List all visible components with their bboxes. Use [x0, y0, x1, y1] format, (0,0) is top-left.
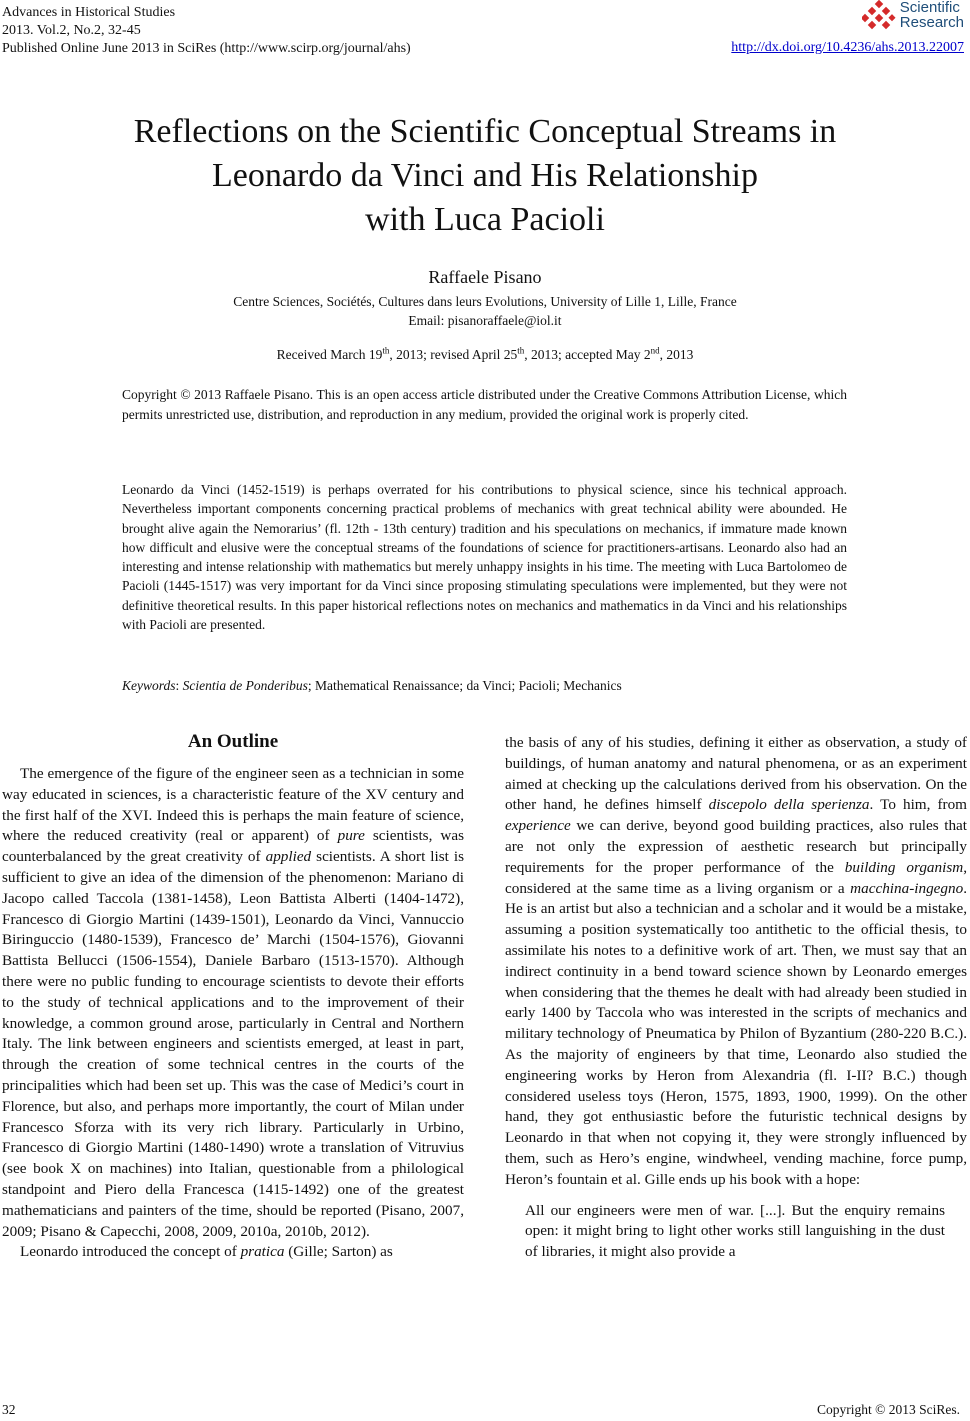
paper-title: [0, 110, 970, 242]
text-run: . He is an artist but also a technician and a scholar and it would be a mistake, assuming a position systematically too antithetic to the official thesis, to assimilate his notes to a definitive work of art. Then, we must say that an indirect continuity in a bend toward science shown by Leonardo emerges when considering that the themes he dealt with had already been studied in early 1400 by Taccola who was interested in the scripts of mechanics and military technology of Pneumatica by Philon of Byzantium (280-220 B.C.). As the majority of engineers by that time, Leonardo also studied the engineering works by Heron from Alexandria (fl. I-II? B.C.) though considered useless toys (Heron, 1575, 1893, 1900, 1999). On the other hand, they got enthusiastic before the futuristic technical designs by Leonardo in that when not copying it, they were strongly influenced by them, such as Hero’s engine, windwheel, vending machine, force pump, Heron’s fountain et al. Gille ends up his book with a hope:: [505, 879, 967, 1188]
italic-term: applied: [265, 848, 312, 866]
revised-text: , 2013; revised April 25: [389, 347, 518, 362]
block-quote: All our engineers were men of war. [...]. But the enquiry remains open: it might bring to light other works still languishing in the dust of libraries, it might also provide a: [525, 1201, 945, 1261]
italic-term: building organism: [844, 858, 964, 876]
logo-text-line1: Scientific: [899, 0, 960, 16]
text-run: , considered at the same time as a living organism or a: [505, 858, 967, 897]
received-dates: [0, 347, 970, 363]
text-run: Leonardo introduced the concept of: [20, 1243, 241, 1261]
right-column: [505, 733, 967, 1263]
scirp-logo: [862, 0, 964, 30]
footer-copyright: Copyright © 2013 SciRes.: [816, 1402, 960, 1417]
accepted-sup: nd: [650, 345, 660, 356]
text-run: . To him, from: [869, 796, 967, 814]
left-column: [2, 730, 464, 1263]
received-sup: th: [382, 345, 390, 356]
journal-published: Published Online June 2013 in SciRes (http://www.scirp.org/journal/ahs): [2, 41, 411, 56]
paragraph: [505, 733, 967, 1191]
paragraph: [2, 764, 464, 1242]
title-line-3: with Luca Pacioli: [365, 201, 605, 238]
abstract: Leonardo da Vinci (1452-1519) is perhaps overrated for his contributions to physical science, since his technical approach. Nevertheless important components concerning practical problems of mechanics with great technical ability were abounded. He brought alive again the Nemorarius’ (fl. 12th - 13th century) tradition and his speculations on mechanics, if immature made known how difficult and elusive were the conceptual streams of the foundations of science for practitioners-artisans. Leonardo also had an interesting and intense relationship with mathematics but merely unhappy insights in his time. The meeting with Luca Bartolomeo de Pacioli (1445-1517) was very important for da Vinci since proposing stimulating speculations were implemented, but they were not definitive theoretical results. In this paper historical reflections notes on mechanics and mathematics in da Vinci and his relationships with Pacioli are presented.: [122, 482, 847, 633]
text-run: the basis of any of his studies, defining it either as observation, a study of buildings, of human anatomy and natural phenomena, or as an experiment aimed at checking up the calculations derived from his observation. On the other hand, he defines himself: [505, 734, 967, 814]
italic-term: pratica: [240, 1243, 285, 1261]
logo-text-line2: Research: [899, 14, 964, 31]
copyright-notice: Copyright © 2013 Raffaele Pisano. This is an open access article distributed under the Creative Commons Attribution License, which permits unrestricted use, distribution, and reproduction in any medium, provided the original work is properly cited.: [122, 387, 847, 422]
title-line-1: Reflections on the Scientific Conceptual Streams in: [133, 113, 837, 150]
text-run: we can derive, beyond good building practices, also rules that are not only the expression of aesthetic research but principally requirements for the proper performance of the: [505, 817, 967, 876]
italic-term: macchina-ingegno: [850, 879, 964, 897]
journal-header: [2, 4, 411, 58]
received-text: Received March 19: [276, 347, 383, 362]
text-run: (Gille; Sarton) as: [284, 1243, 393, 1261]
author-name: Raffaele Pisano: [428, 267, 542, 287]
keywords-rest: ; Mathematical Renaissance; da Vinci; Pacioli; Mechanics: [307, 678, 622, 693]
section-heading: An Outline: [187, 731, 279, 752]
text-run: scientists. A short list is sufficient to give an idea of the dimension of the phenomenon: Mariano di Jacopo called Taccola (1381-1458), Leon Battista Alberti (1404-1472), Francesco di Giorgio Martini (1439-1501), Leonardo da Vinci, Vannuccio Biringuccio (1480-1539), Francesco de’ Marchi (1504-1576), Giovanni Battista Bellucci (1506-1554), Daniele Barbaro (1513-1570). Although there were no public funding to encourage scientists to devote their efforts to the study of technical applications and to the improvement of their knowledge, a common ground arose, particularly in Central and Northern Italy. The link between engineers and scientists emerged, at least in part, through the creation of some technical centres in the courts of the principalities which had been set up. This was the case of Medici’s court in Florence, but also, and perhaps more importantly, the court of Milan under Francesco Sforza with its very rich library. Particularly in Urbino, Francesco di Giorgio Martini (1480-1490) wrote a translation of Vitruvius (see book X on machines) into Italian, questionable from a philological standpoint and Piero della Francesca (1415-1492) one of the greatest mathematicians and painters of the time, should be reported (Pisano, 2007, 2009; Pisano & Capecchi, 2008, 2009, 2010a, 2010b, 2012).: [2, 848, 464, 1240]
author-affiliation-block: [0, 292, 970, 330]
email: Email: pisanoraffaele@iol.it: [408, 313, 562, 328]
italic-term: pure: [337, 827, 365, 845]
keywords-label: Keywords: [122, 678, 176, 693]
affiliation: Centre Sciences, Sociétés, Cultures dans leurs Evolutions, University of Lille 1, Lille, France: [233, 294, 737, 309]
text-run: scientists, was counterbalanced by the great creativity of: [2, 827, 464, 866]
scirp-logo-icon: [862, 0, 896, 30]
journal-name: Advances in Historical Studies: [2, 5, 176, 20]
accepted-year: , 2013: [659, 347, 694, 362]
doi-link[interactable]: http://dx.doi.org/10.4236/ahs.2013.22007: [731, 40, 964, 55]
accepted-text: , 2013; accepted May 2: [524, 347, 651, 362]
page-number: 32: [2, 1402, 16, 1417]
keywords: Keywords: Scientia de Ponderibus; Mathematical Renaissance; da Vinci; Pacioli; Mechanics: [122, 678, 622, 693]
paragraph: [2, 1242, 464, 1263]
keyword-first: Scientia de Ponderibus: [182, 678, 308, 693]
italic-term: discepolo della sperienza: [708, 796, 870, 814]
text-run: The emergence of the figure of the engineer seen as a technician in some way educated in sciences, is a characteristic feature of the XV century and the first half of the XVI. Indeed this is perhaps the main feature of science, where the reduced creativity (real or apparent) of: [2, 765, 464, 845]
italic-term: experience: [505, 817, 571, 835]
title-line-2: Leonardo da Vinci and His Relationship: [212, 157, 758, 194]
journal-volume: 2013. Vol.2, No.2, 32-45: [2, 23, 141, 38]
revised-sup: th: [517, 345, 525, 356]
